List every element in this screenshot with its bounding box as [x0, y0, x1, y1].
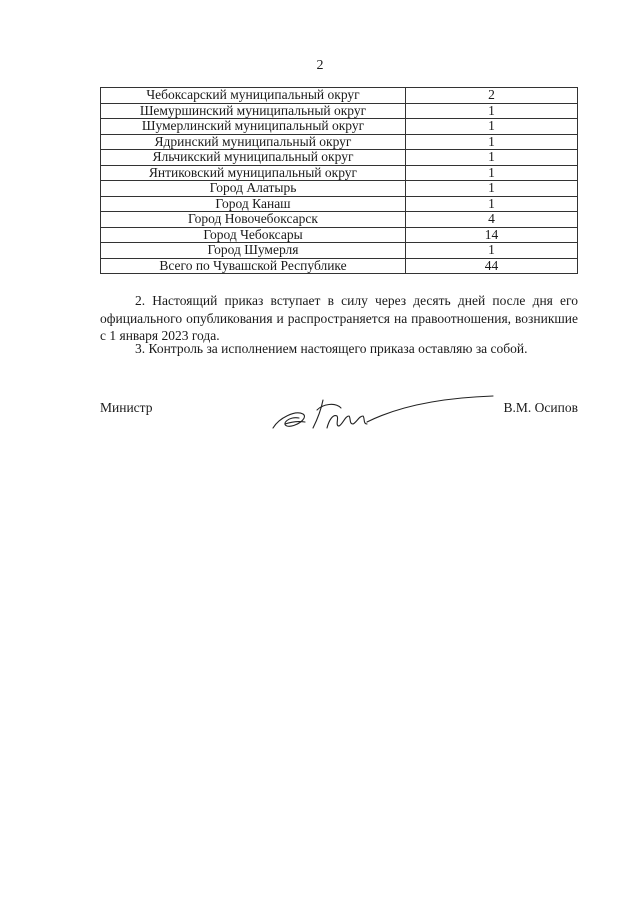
- table-row: [101, 181, 578, 197]
- paragraph-effective-date: 2. Настоящий приказ вступает в силу через десять дней после дня его официального опубликования и распространяется на правоотношения, возникшие с 1 января 2023 года.: [100, 293, 578, 343]
- signer-position: Министр: [100, 400, 153, 415]
- table-row: [101, 150, 578, 166]
- districts-table-body: [101, 88, 578, 274]
- signature-block: [100, 392, 578, 442]
- district-name-cell: Город Шумерля: [101, 243, 406, 259]
- table-row: [101, 227, 578, 243]
- table-row: [101, 103, 578, 119]
- district-count-cell: 2: [406, 88, 578, 104]
- district-name-cell: Шемуршинский муниципальный округ: [101, 103, 406, 119]
- table-row: [101, 212, 578, 228]
- district-count-cell: 4: [406, 212, 578, 228]
- table-row: [101, 243, 578, 259]
- district-name-cell: Яльчикский муниципальный округ: [101, 150, 406, 166]
- table-row: [101, 88, 578, 104]
- district-count-cell: 1: [406, 196, 578, 212]
- handwritten-signature: [265, 388, 495, 438]
- table-row: [101, 134, 578, 150]
- district-name-cell: Всего по Чувашской Республике: [101, 258, 406, 274]
- district-count-cell: 1: [406, 181, 578, 197]
- district-count-cell: 1: [406, 243, 578, 259]
- signer-name: В.М. Осипов: [503, 400, 578, 415]
- district-name-cell: Шумерлинский муниципальный округ: [101, 119, 406, 135]
- district-count-cell: 1: [406, 103, 578, 119]
- page-number: 2: [316, 58, 324, 73]
- district-name-cell: Город Чебоксары: [101, 227, 406, 243]
- district-name-cell: Ядринский муниципальный округ: [101, 134, 406, 150]
- district-name-cell: Чебоксарский муниципальный округ: [101, 88, 406, 104]
- district-count-cell: 1: [406, 150, 578, 166]
- district-count-cell: 1: [406, 119, 578, 135]
- district-count-cell: 44: [406, 258, 578, 274]
- district-name-cell: Город Новочебоксарск: [101, 212, 406, 228]
- paragraph-control: 3. Контроль за исполнением настоящего приказа оставляю за собой.: [135, 341, 528, 356]
- district-count-cell: 14: [406, 227, 578, 243]
- districts-table: [100, 87, 578, 274]
- district-name-cell: Янтиковский муниципальный округ: [101, 165, 406, 181]
- table-row: [101, 165, 578, 181]
- district-count-cell: 1: [406, 134, 578, 150]
- table-row: [101, 258, 578, 274]
- table-row: [101, 119, 578, 135]
- district-name-cell: Город Канаш: [101, 196, 406, 212]
- district-count-cell: 1: [406, 165, 578, 181]
- district-name-cell: Город Алатырь: [101, 181, 406, 197]
- table-row: [101, 196, 578, 212]
